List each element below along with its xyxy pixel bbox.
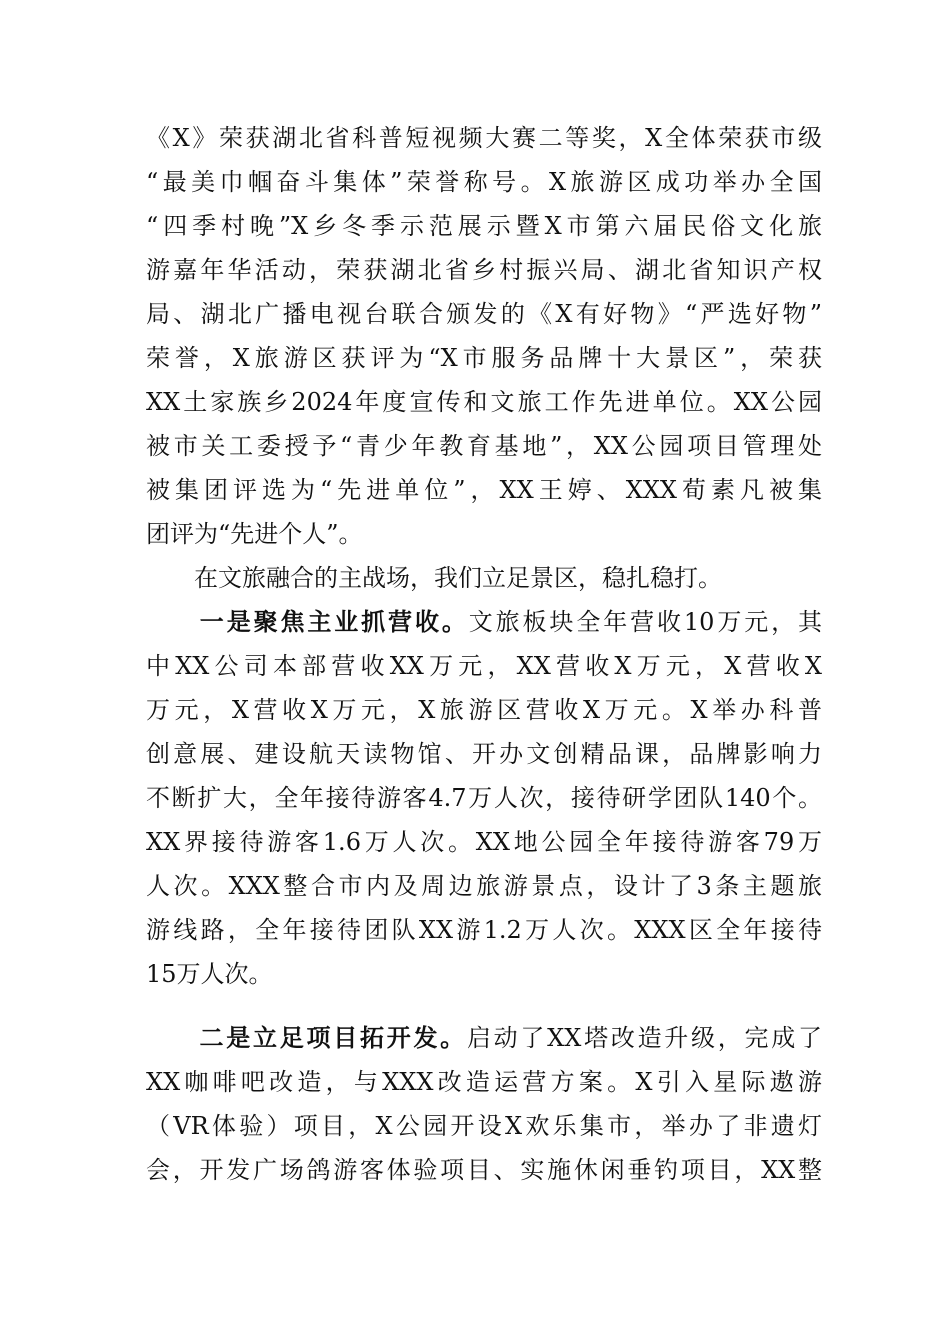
lead-rest: 启动了XX塔改造升级，完成了 [466,1024,823,1052]
text-line: 被市关工委授予“青少年教育基地”，XX公园项目管理处 [146,432,822,460]
text-line: XX咖啡吧改造，与XXX改造运营方案。X引入星际遨游 [146,1068,822,1096]
text-line-lead [146,600,822,644]
text-line: 被集团评选为“先进单位”，XX王婷、XXX荀素凡被集 [146,476,822,504]
text-line: （VR体验）项目，X公园开设X欢乐集市，举办了非遗灯 [146,1112,822,1140]
paragraph-gap [146,996,822,1016]
text-line: 万元，X营收X万元，X旅游区营收X万元。X举办科普 [146,696,822,724]
text-line: 创意展、建设航天读物馆、开办文创精品课，品牌影响力 [146,740,822,768]
lead-heading: 二是立足项目拓开发。 [199,1023,467,1052]
text-line: 会，开发广场鸽游客体验项目、实施休闲垂钓项目，XX整 [146,1156,822,1184]
text-line: 人次。XXX整合市内及周边旅游景点，设计了3条主题旅 [146,872,822,900]
text-line: 在文旅融合的主战场，我们立足景区，稳扎稳打。 [146,564,722,592]
text-line: 游线路，全年接待团队XX游1.2万人次。XXX区全年接待 [146,916,822,944]
paragraph-intro [146,556,822,600]
text-line: XX土家族乡2024年度宣传和文旅工作先进单位。XX公园 [146,388,822,416]
paragraph-projects [146,1016,822,1192]
text-line: 局、湖北广播电视台联合颁发的《X有好物》“严选好物” [146,300,822,328]
text-line-lead [146,1016,822,1060]
text-line: “最美巾帼奋斗集体”荣誉称号。X旅游区成功举办全国 [146,168,822,196]
lead-heading: 一是聚焦主业抓营收。 [199,607,469,636]
text-line: 不断扩大，全年接待游客4.7万人次，接待研学团队140个。 [146,784,822,812]
text-line: 15万人次。 [146,960,273,988]
text-line: 《X》荣获湖北省科普短视频大赛二等奖，X全体荣获市级 [146,124,822,152]
paragraph-revenue [146,600,822,996]
text-line: XX界接待游客1.6万人次。XX地公园全年接待游客79万 [146,828,822,856]
document-body [146,116,822,1192]
text-line: “四季村晚”X乡冬季示范展示暨X市第六届民俗文化旅 [146,212,822,240]
text-line: 团评为“先进个人”。 [146,520,363,548]
text-line: 游嘉年华活动，荣获湖北省乡村振兴局、湖北省知识产权 [146,256,822,284]
paragraph-awards [146,116,822,556]
text-line: 中XX公司本部营收XX万元，XX营收X万元，X营收X [146,652,822,680]
text-line: 荣誉，X旅游区获评为“X市服务品牌十大景区”，荣获 [146,344,822,372]
lead-rest: 文旅板块全年营收10万元，其 [468,608,823,636]
